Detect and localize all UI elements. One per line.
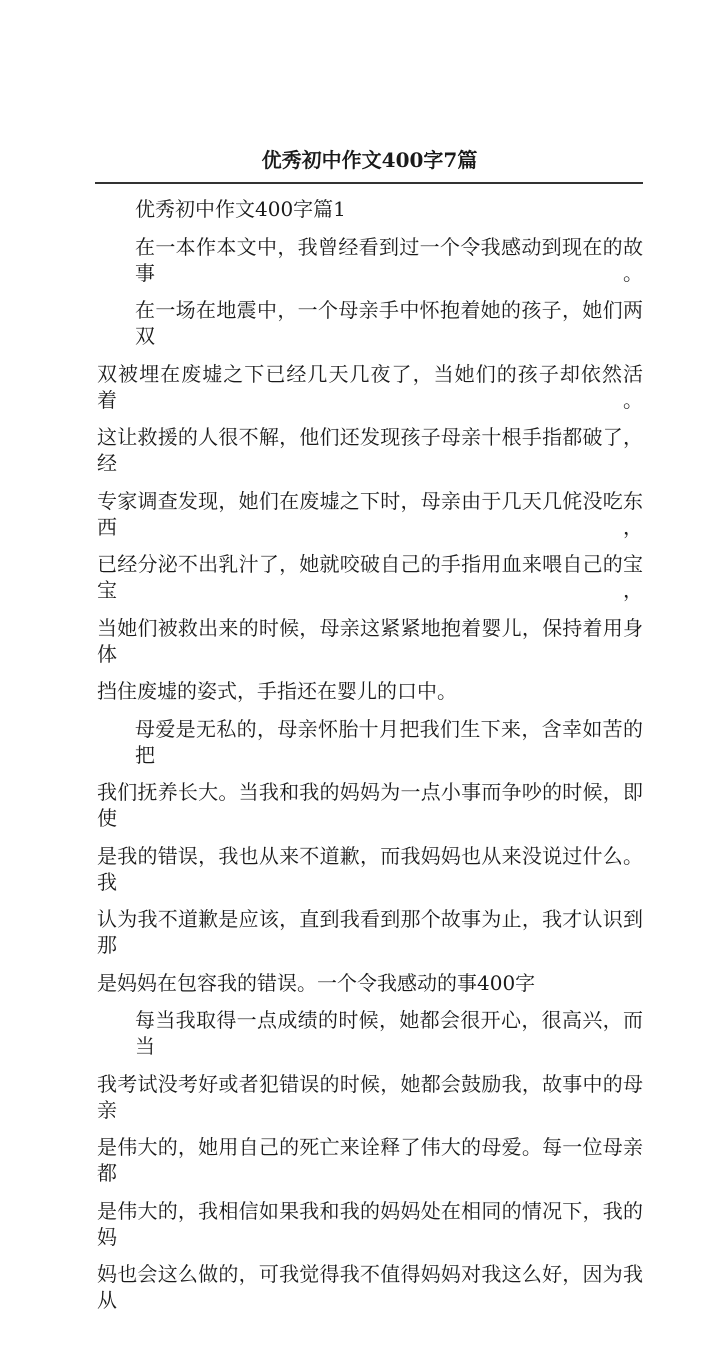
title-rule [95,182,643,184]
paragraph-line: 是妈妈在包容我的错误。一个令我感动的事400字 [97,970,536,995]
paragraph-line: 已经分泌不出乳汁了，她就咬破自己的手指用血来喂自己的宝宝， [97,552,643,602]
paragraph-line: 认为我不道歉是应该，直到我看到那个故事为止，我才认识到那 [97,907,643,957]
paragraph-line: 是我的错误，我也从来不道歉，而我妈妈也从来没说过什么。我 [97,843,643,894]
paragraph-line: 挡住废墟的姿式，手指还在婴儿的口中。 [97,679,457,703]
paragraph-line: 这让救援的人很不解，他们还发现孩子母亲十根手指都破了，经 [97,425,643,475]
paragraph-line: 双被埋在废墟之下已经几天几夜了，当她们的孩子却依然活着。 [97,361,643,412]
paragraph-line: 妈也会这么做的，可我觉得我不值得妈妈对我这么好，因为我从 [97,1262,643,1312]
document-title: 优秀初中作文400字7篇 [261,148,478,172]
paragraph-line: 我们抚养长大。当我和我的妈妈为一点小事而争吵的时候，即使 [97,780,643,830]
section-heading: 优秀初中作文400字篇1 [135,197,346,221]
paragraph-line: 是伟大的，我相信如果我和我的妈妈处在相同的情况下，我的妈 [97,1198,643,1249]
paragraph-line: 每当我取得一点成绩的时候，她都会很开心，很高兴，而当 [135,1008,643,1058]
paragraph-line: 当她们被救出来的时候，母亲这紧紧地抱着婴儿，保持着用身体 [97,615,643,666]
paragraph-line: 母爱是无私的，母亲怀胎十月把我们生下来，含幸如苦的把 [135,716,643,767]
paragraph-line: 是伟大的，她用自己的死亡来诠释了伟大的母爱。每一位母亲都 [97,1135,643,1185]
paragraph-line: 在一本作本文中，我曾经看到过一个令我感动到现在的故事。 [135,234,643,285]
paragraph-line: 专家调查发现，她们在废墟之下时，母亲由于几天几侂没吃东西， [97,488,643,539]
paragraph-line: 我考试没考好或者犯错误的时候，她都会鼓励我，故事中的母亲 [97,1071,643,1122]
paragraph-line: 在一场在地震中，一个母亲手中怀抱着她的孩子，她们两双 [135,298,643,348]
document-body [95,196,643,1313]
